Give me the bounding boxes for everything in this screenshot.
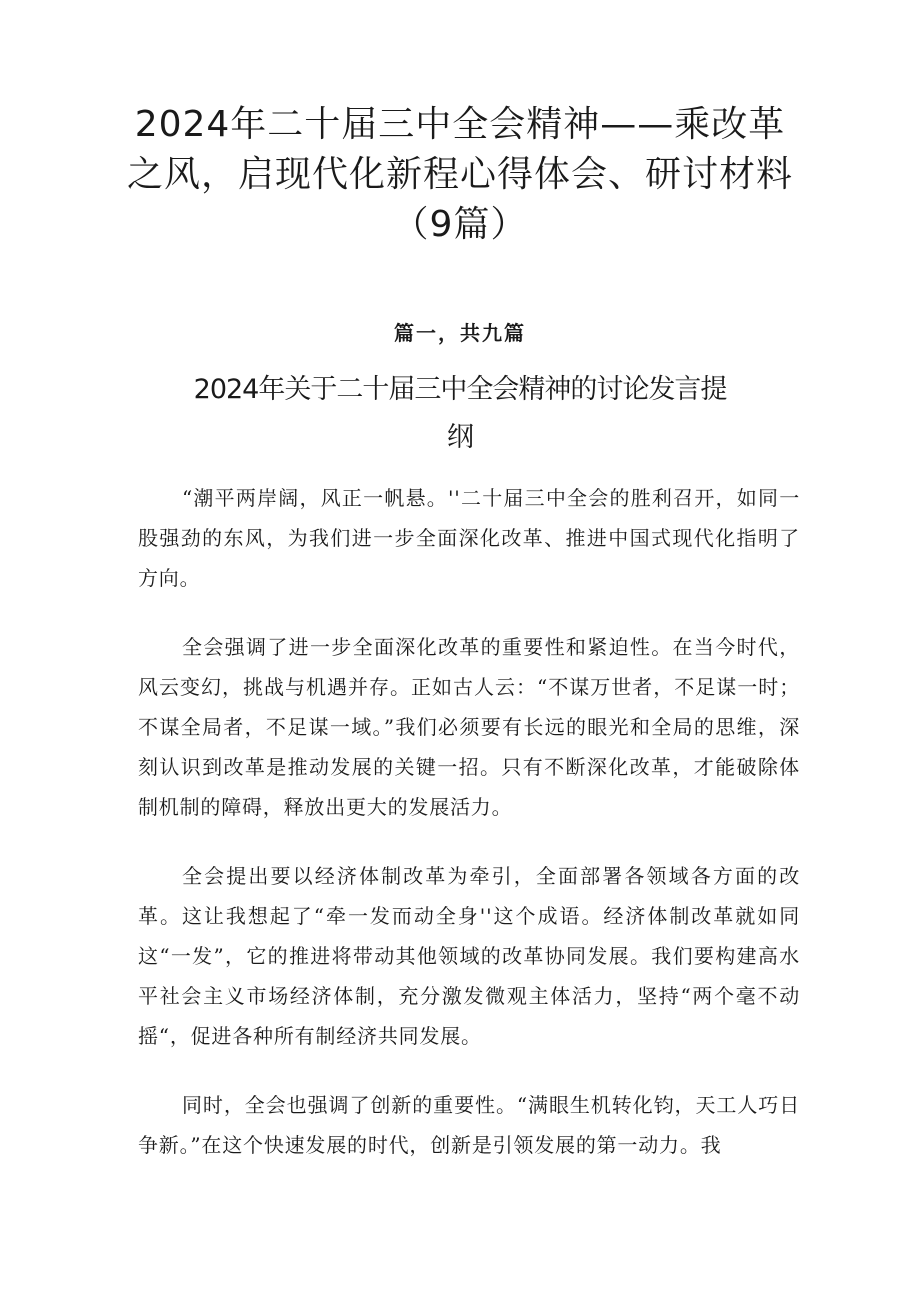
paragraph-1: “潮平两岸阔，风正一帆悬。''二十届三中全会的胜利召开，如同一股强劲的东风，为我们进一步全面深化改革、推进中国式现代化指明了方向。 <box>138 486 800 590</box>
paragraph-3: 全会提出要以经济体制改革为牵引，全面部署各领域各方面的改革。这让我想起了“牵一发而动全身''这个成语。经济体制改革就如同这“一发”，它的推进将带动其他领域的改革协同发展。我们要构建高水平社会主义市场经济体制，充分激发微观主体活力，坚持“两个毫不动摇“，促进各种所有制经济共同发展。 <box>138 864 800 1048</box>
document-title: 2024年二十届三中全会精神——乘改革之风，启现代化新程心得体会、研讨材料（9篇） <box>126 104 793 245</box>
paragraph-4: 同时，全会也强调了创新的重要性。“满眼生机转化钧，天工人巧日争新。”在这个快速发展的时代，创新是引领发展的第一动力。我 <box>138 1093 800 1157</box>
section-label: 篇一，共九篇 <box>394 321 526 345</box>
document-body <box>138 478 800 1194</box>
paragraph-2: 全会强调了进一步全面深化改革的重要性和紧迫性。在当今时代，风云变幻，挑战与机遇并存。正如古人云：“不谋万世者，不足谋一时；不谋全局者，不足谋一域。”我们必须要有长远的眼光和全局的思维，深刻认识到改革是推动发展的关键一招。只有不断深化改革，才能破除体制机制的障碍，释放出更大的发展活力。 <box>138 635 800 819</box>
section-subtitle: 2024年关于二十届三中全会精神的讨论发言提纲 <box>193 374 727 453</box>
